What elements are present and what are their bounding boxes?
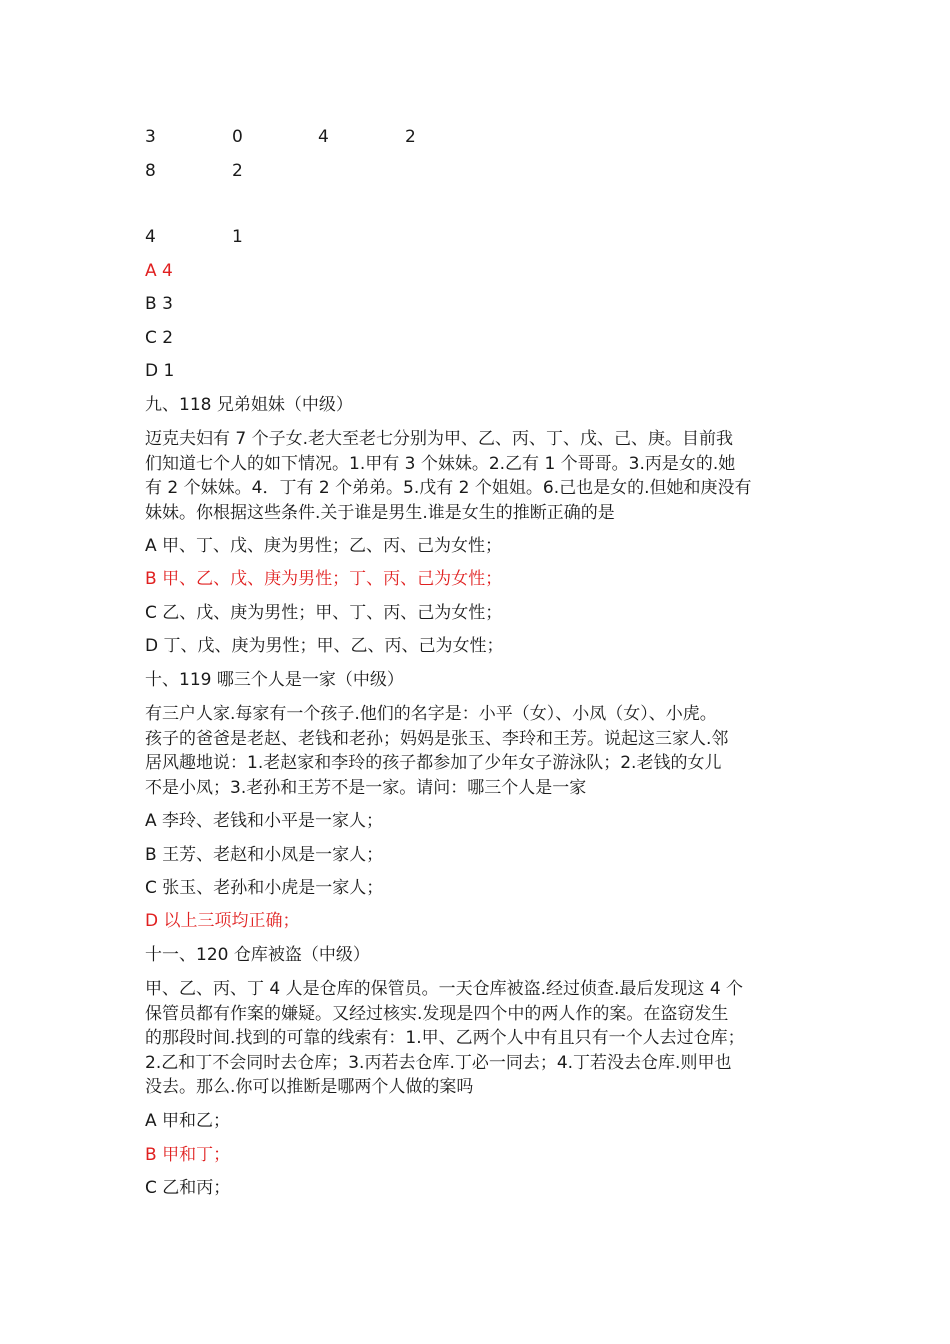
grid-cell: 1: [232, 227, 243, 247]
grid-cell: 8: [145, 161, 156, 181]
question-text-line: 保管员都有作案的嫌疑。又经过核实.发现是四个中的两人作的案。在盗窃发生: [145, 1003, 729, 1024]
question-text-line: 们知道七个人的如下情况。1.甲有 3 个妹妹。2.乙有 1 个哥哥。3.丙是女的.她: [145, 453, 736, 474]
option-b-answer: B 甲、乙、戊、庚为男性；丁、丙、己为女性；: [145, 569, 503, 589]
question-text-line: 有三户人家.每家有一个孩子.他们的名字是：小平（女）、小凤（女）、小虎。: [145, 704, 717, 724]
option-a: A 甲、丁、戊、庚为男性；乙、丙、己为女性；: [145, 536, 503, 556]
option-c: C 张玉、老孙和小虎是一家人；: [145, 878, 384, 898]
option-d-answer: D 以上三项均正确；: [145, 911, 300, 931]
option-b: B 3: [145, 294, 173, 314]
grid-cell: 2: [232, 161, 243, 181]
question-text-line: 有 2 个妹妹。4．丁有 2 个弟弟。5.戊有 2 个姐姐。6.己也是女的.但她和庚没有: [145, 478, 752, 498]
option-a: A 李玲、老钱和小平是一家人；: [145, 811, 384, 831]
grid-cell: 4: [145, 227, 156, 247]
option-c: C 2: [145, 328, 174, 348]
question-text-line: 甲、乙、丙、丁 4 人是仓库的保管员。一天仓库被盗.经过侦查.最后发现这 4 个: [145, 979, 744, 999]
question-title: 九、118 兄弟姐妹（中级）: [145, 395, 353, 415]
option-d: D 1: [145, 361, 175, 381]
option-c: C 乙和丙；: [145, 1178, 231, 1198]
question-text-line: 没去。那么.你可以推断是哪两个人做的案吗: [145, 1077, 474, 1097]
grid-cell: 0: [232, 127, 243, 147]
question-title: 十一、120 仓库被盗（中级）: [145, 945, 370, 965]
option-b: B 王芳、老赵和小凤是一家人；: [145, 845, 384, 865]
question-text-line: 居风趣地说：1.老赵家和李玲的孩子都参加了少年女子游泳队；2.老钱的女儿: [145, 753, 722, 773]
question-text-line: 2.乙和丁不会同时去仓库；3.丙若去仓库.丁必一同去；4.丁若没去仓库.则甲也: [145, 1052, 732, 1073]
question-text: [145, 977, 810, 1100]
grid-cell: 4: [318, 127, 329, 147]
question-text-line: 迈克夫妇有 7 个子女.老大至老七分别为甲、乙、丙、丁、戊、己、庚。目前我: [145, 429, 734, 449]
question-text-line: 不是小凤；3.老孙和王芳不是一家。请问：哪三个人是一家: [145, 777, 587, 798]
question-text-line: 妹妹。你根据这些条件.关于谁是男生.谁是女生的推断正确的是: [145, 502, 615, 523]
grid-cell: 2: [405, 127, 416, 147]
option-d: D 丁、戊、庚为男性；甲、乙、丙、己为女性；: [145, 636, 504, 656]
grid-cell: 3: [145, 127, 156, 147]
option-b-answer: B 甲和丁；: [145, 1145, 231, 1165]
question-text: [145, 702, 810, 800]
option-a: A 甲和乙；: [145, 1111, 231, 1131]
question-text-line: 孩子的爸爸是老赵、老钱和老孙；妈妈是张玉、李玲和王芳。说起这三家人.邻: [145, 728, 729, 749]
question-text: [145, 427, 810, 525]
question-title: 十、119 哪三个人是一家（中级）: [145, 670, 404, 690]
option-a-answer: A 4: [145, 261, 173, 281]
question-text-line: 的那段时间.找到的可靠的线索有：1.甲、乙两个人中有且只有一个人去过仓库；: [145, 1028, 745, 1048]
option-c: C 乙、戊、庚为男性；甲、丁、丙、己为女性；: [145, 603, 503, 623]
